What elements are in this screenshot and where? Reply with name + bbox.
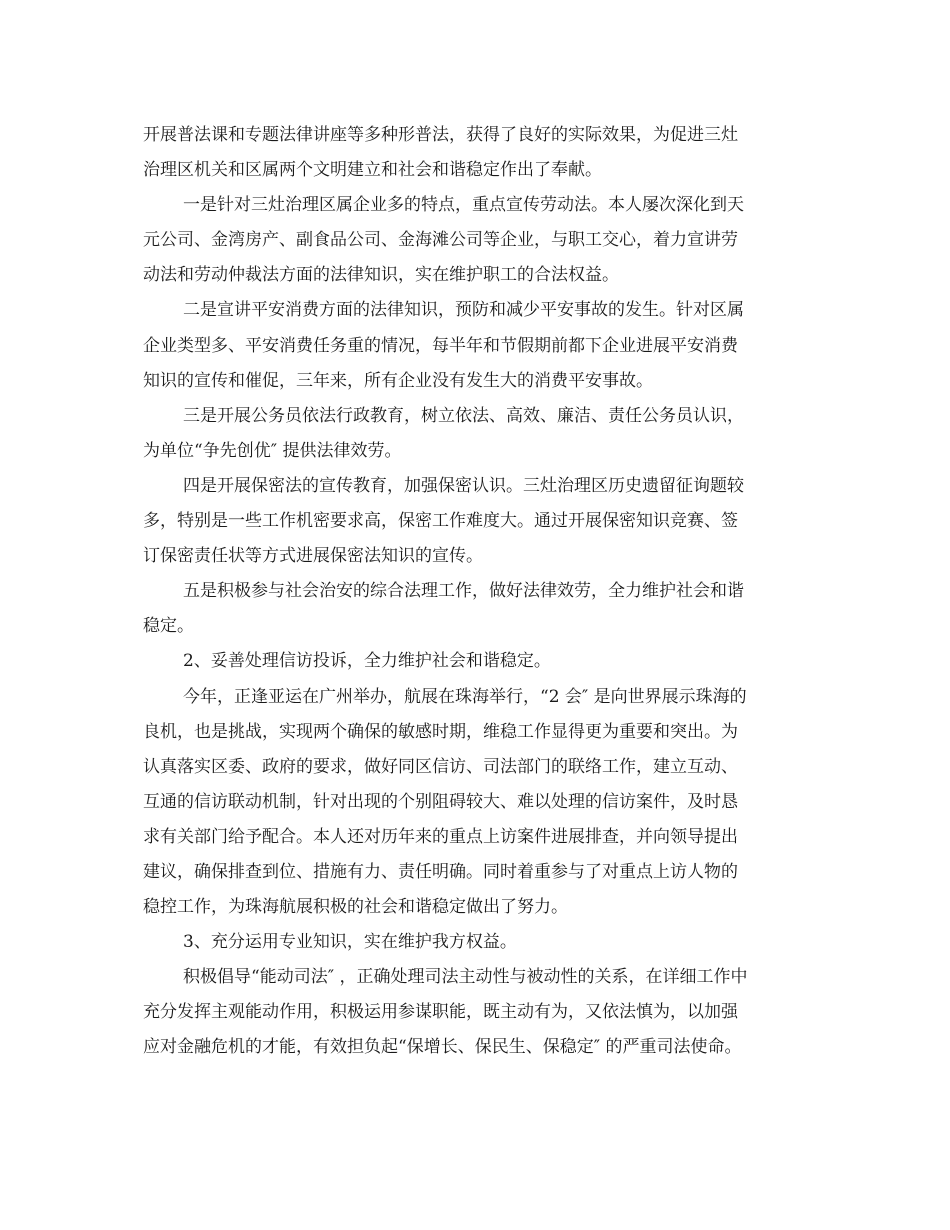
- text-line: 元公司、金湾房产、副食品公司、金海滩公司等企业，与职工交心，着力宣讲劳: [143, 230, 738, 251]
- text-line: 三是开展公务员依法行政教育，树立依法、高效、廉洁、责任公务员认识，: [183, 405, 744, 426]
- text-line: 求有关部门给予配合。本人还对历年来的重点上访案件进展排查，并向领导提出: [143, 826, 738, 847]
- text-line: 知识的宣传和催促，三年来，所有企业没有发生大的消费平安事故。: [143, 370, 653, 391]
- text-line: 互通的信访联动机制，针对出现的个别阻碍较大、难以处理的信访案件，及时恳: [143, 791, 738, 812]
- text-line: 良机，也是挑战，实现两个确保的敏感时期，维稳工作显得更为重要和突出。为: [143, 721, 738, 742]
- text-line: 一是针对三灶治理区属企业多的特点，重点宣传劳动法。本人屡次深化到天: [183, 195, 744, 216]
- text-line: 为单位“争先创优″ 提供法律效劳。: [143, 440, 402, 461]
- text-line: 应对金融危机的才能，有效担负起“保增长、保民生、保稳定″ 的严重司法使命。: [143, 1037, 742, 1058]
- text-line: 稳控工作，为珠海航展积极的社会和谐稳定做出了努力。: [143, 897, 568, 918]
- text-line: 订保密责任状等方式进展保密法知识的宣传。: [143, 546, 483, 567]
- text-line: 稳定。: [143, 616, 194, 637]
- text-line: 充分发挥主观能动作用，积极运用参谋职能，既主动有为，又依法慎为，以加强: [143, 1002, 738, 1023]
- text-line: 治理区机关和区属两个文明建立和社会和谐稳定作出了奉献。: [143, 160, 602, 181]
- text-line: 今年，正逢亚运在广州举办，航展在珠海举行，“2 会″ 是向世界展示珠海的: [183, 686, 747, 707]
- text-line: 动法和劳动仲裁法方面的法律知识，实在维护职工的合法权益。: [143, 265, 619, 286]
- text-line: 五是积极参与社会治安的综合法理工作，做好法律效劳，全力维护社会和谐: [183, 581, 744, 602]
- text-line: 积极倡导“能动司法″ ，正确处理司法主动性与被动性的关系，在详细工作中: [183, 967, 748, 988]
- text-line: 建议，确保排查到位、措施有力、责任明确。同时着重参与了对重点上访人物的: [143, 861, 738, 882]
- text-line: 二是宣讲平安消费方面的法律知识，预防和减少平安事故的发生。针对区属: [183, 300, 744, 321]
- text-line: 多，特别是一些工作机密要求高，保密工作难度大。通过开展保密知识竞赛、签: [143, 511, 738, 532]
- text-line: 2、妥善处理信访投诉，全力维护社会和谐稳定。: [183, 651, 551, 672]
- text-line: 开展普法课和专题法律讲座等多种形普法，获得了良好的实际效果，为促进三灶: [143, 125, 738, 145]
- text-line: 认真落实区委、政府的要求，做好同区信访、司法部门的联络工作，建立互动、: [143, 756, 738, 777]
- text-line: 四是开展保密法的宣传教育，加强保密认识。三灶治理区历史遗留征询题较: [183, 475, 744, 496]
- text-line: 企业类型多、平安消费任务重的情况，每半年和节假期前都下企业进展平安消费: [143, 335, 738, 356]
- text-line: 3、充分运用专业知识，实在维护我方权益。: [183, 932, 517, 953]
- document-body: [143, 118, 808, 1066]
